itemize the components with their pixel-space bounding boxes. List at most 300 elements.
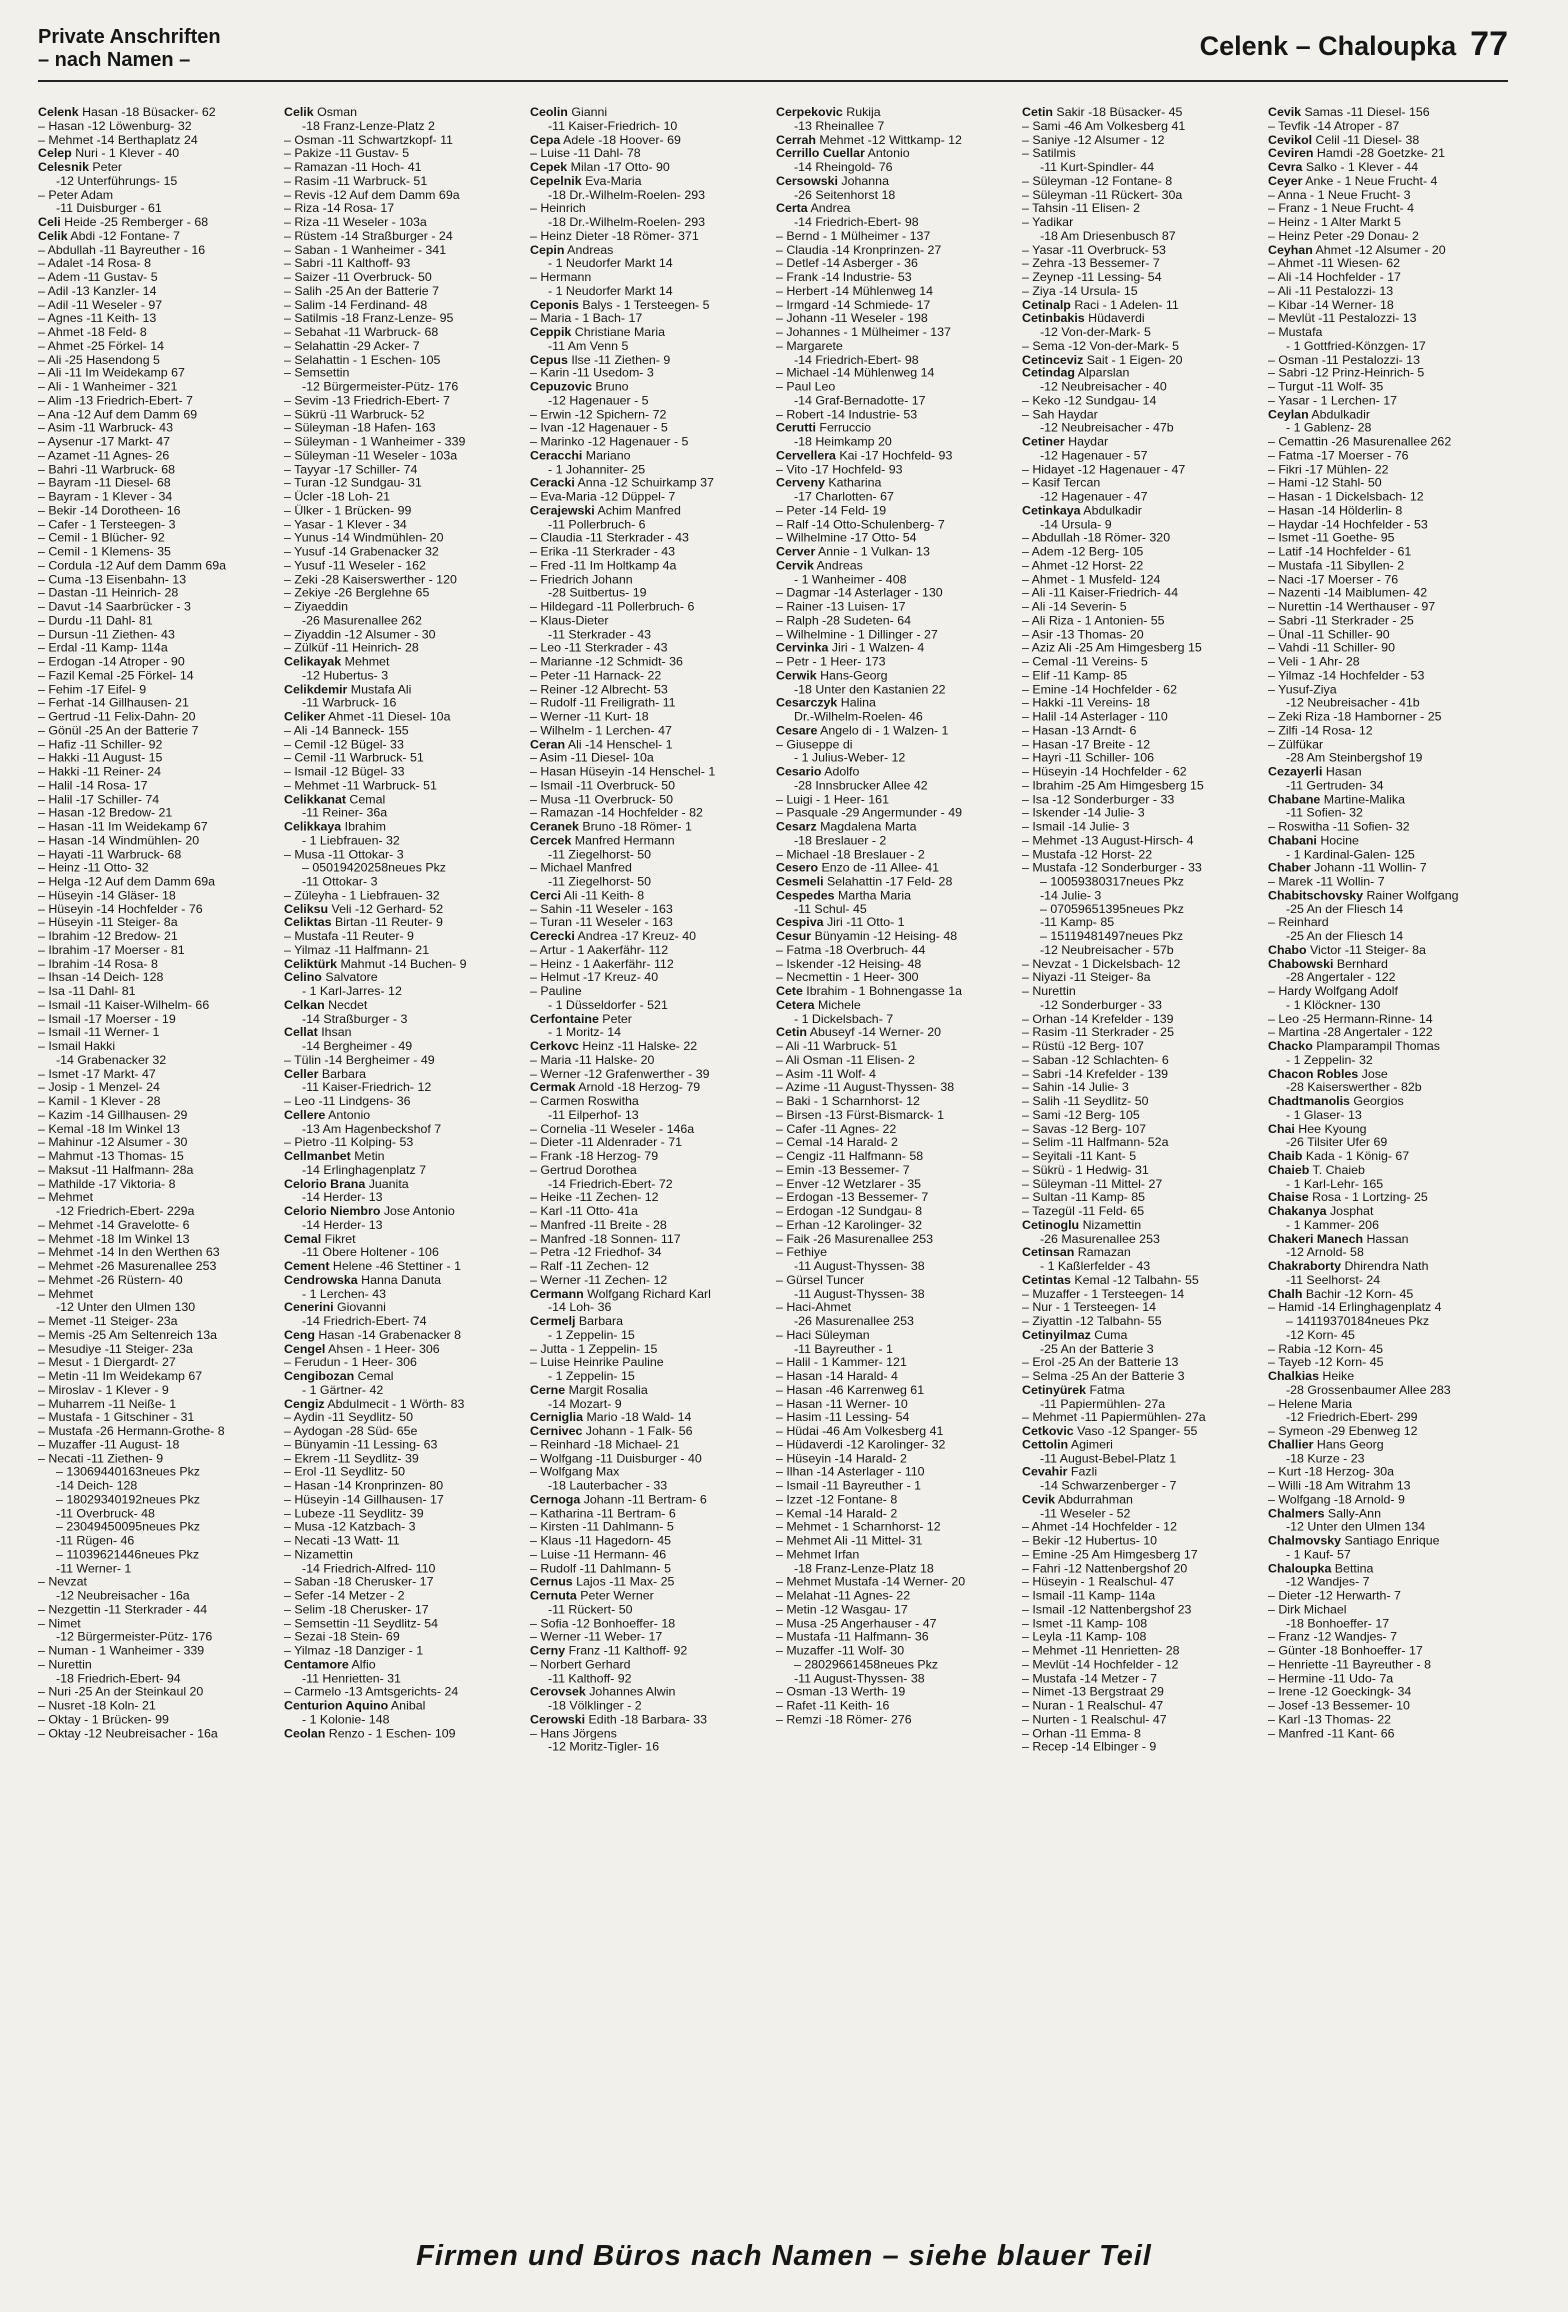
directory-entry (1268, 340, 1508, 354)
directory-entry (284, 862, 524, 876)
entry-details: – Leo -11 Lindgens- 36 (284, 1095, 411, 1109)
entry-details: – Sefer -14 Metzer - 2 (284, 1589, 405, 1603)
directory-entry (530, 1068, 770, 1082)
directory-entry (776, 1576, 1016, 1590)
entry-details: - 1 Liebfrauen- 32 (302, 834, 400, 848)
directory-entry (1022, 1645, 1262, 1659)
directory-entry (776, 820, 1016, 834)
directory-entry (776, 875, 1016, 889)
entry-details: – Hasan -14 Windmühlen- 20 (38, 834, 200, 848)
entry-details: – Werner -11 Weber- 17 (530, 1630, 663, 1644)
entry-details: -11 Ziegelhorst- 50 (548, 875, 652, 889)
entry-details: – Helene Maria (1268, 1397, 1353, 1411)
entry-details: Jose (1358, 1067, 1388, 1081)
directory-entry (776, 1219, 1016, 1233)
directory-entry (776, 1150, 1016, 1164)
directory-entry (1022, 1590, 1262, 1604)
directory-entry (1022, 1136, 1262, 1150)
entry-details: -11 Kamp- 85 (1040, 916, 1115, 930)
entry-details: – Hasan -14 Hölderlin- 8 (1268, 504, 1403, 518)
entry-details: – Ali -25 Hasendong 5 (38, 353, 160, 367)
entry-details: – Zeki -28 Kaiserswerther - 120 (284, 573, 457, 587)
directory-entry (1268, 669, 1508, 683)
entry-surname: Celenk (38, 106, 79, 119)
entry-surname: Cesmeli (776, 875, 824, 889)
entry-details: – Remzi -18 Römer- 276 (776, 1713, 912, 1727)
directory-entry (530, 1081, 770, 1095)
directory-entry (776, 1438, 1016, 1452)
entry-details: – Durdu -11 Dahl- 81 (38, 614, 153, 628)
entry-details: -12 Korn- 45 (1286, 1328, 1355, 1342)
entry-surname: Cerkovc (530, 1040, 579, 1054)
entry-details: – Petra -12 Friedhof- 34 (530, 1246, 662, 1260)
entry-details: – Hasan -11 Werner- 10 (776, 1397, 908, 1411)
entry-surname: Chai (1268, 1122, 1295, 1136)
entry-details: – Saniye -12 Alsumer - 12 (1022, 133, 1165, 147)
entry-details: – Josef -13 Bessemer- 10 (1268, 1699, 1410, 1713)
directory-entry (1268, 1713, 1508, 1727)
directory-entry (284, 1507, 524, 1521)
entry-details: – Yunus -14 Windmühlen- 20 (284, 531, 444, 545)
entry-details: – Mustafa -11 Reuter- 9 (284, 930, 414, 944)
section-title-line1: Private Anschriften (38, 26, 221, 48)
entry-details: – Süleyman -11 Rückert- 30a (1022, 188, 1183, 202)
entry-details: – Bekir -12 Hubertus- 10 (1022, 1534, 1157, 1548)
entry-details: – Tülin -14 Bergheimer - 49 (284, 1053, 435, 1067)
entry-surname: Chaise (1268, 1191, 1309, 1205)
entry-surname: Celiktas (284, 916, 332, 930)
directory-entry (1268, 120, 1508, 134)
directory-entry (284, 985, 524, 999)
entry-details: – Carmen Roswitha (530, 1095, 639, 1109)
entry-details: -18 Völklinger - 2 (548, 1699, 642, 1713)
directory-entry (1022, 1576, 1262, 1590)
directory-entry (284, 752, 524, 766)
directory-entry (284, 1054, 524, 1068)
entry-details: – Sahin -14 Julie- 3 (1022, 1081, 1129, 1095)
entry-surname: Cettolin (1022, 1438, 1069, 1452)
directory-entry (38, 504, 278, 518)
directory-entry (530, 285, 770, 299)
directory-entry (1268, 1315, 1508, 1329)
entry-details: – Wolfgang -11 Duisburger - 40 (530, 1452, 702, 1466)
entry-details: – Cemattin -26 Masurenallee 262 (1268, 435, 1452, 449)
directory-entry (284, 1397, 524, 1411)
entry-details: – Ziya -14 Ursula- 15 (1022, 284, 1138, 298)
entry-details: – Ismail -11 Bayreuther - 1 (776, 1479, 922, 1493)
entry-details: – Mehmet -14 In den Werthen 63 (38, 1246, 220, 1260)
entry-surname: Ceppik (530, 325, 572, 339)
directory-entry (1268, 1493, 1508, 1507)
entry-details: – Wilhelm - 1 Lerchen- 47 (530, 724, 672, 738)
entry-details: – Naci -17 Moerser - 76 (1268, 573, 1399, 587)
entry-details: -14 Friedrich-Ebert- 98 (794, 215, 919, 229)
entry-details: – Bünyamin -11 Lessing- 63 (284, 1438, 438, 1452)
entry-details: Johann -11 Wollin- 7 (1310, 861, 1427, 875)
entry-details: -14 Rheingold- 76 (794, 160, 893, 174)
entry-details: -11 Ziegelhorst- 50 (548, 847, 652, 861)
entry-details: – Mustafa -11 Sibyllen- 2 (1268, 559, 1405, 573)
entry-details: -14 Julie- 3 (1040, 889, 1102, 903)
entry-details: Jiri -11 Otto- 1 (823, 916, 905, 930)
directory-entry (530, 1370, 770, 1384)
entry-details: – Mehmet -26 Masurenallee 253 (38, 1259, 217, 1273)
directory-entry (38, 1507, 278, 1521)
entry-details: – Rüstem -14 Straßburger - 24 (284, 229, 453, 243)
entry-details: – Heike -11 Zechen- 12 (530, 1191, 659, 1205)
directory-entry (38, 285, 278, 299)
entry-details: – Musa -12 Katzbach- 3 (284, 1520, 416, 1534)
entry-surname: Cezayerli (1268, 765, 1323, 779)
entry-details: – Nimet (38, 1617, 81, 1631)
entry-details: – Pauline (530, 985, 582, 999)
entry-details: – Mehmet -11 Warbruck- 51 (284, 779, 437, 793)
directory-entry (38, 1658, 278, 1672)
entry-details: Osman (313, 106, 358, 119)
directory-entry (1268, 381, 1508, 395)
entry-details: – Günter -18 Bonhoeffer- 17 (1268, 1644, 1423, 1658)
entry-surname: Cetiner (1022, 435, 1065, 449)
entry-details: Franz -11 Kalthoff- 92 (565, 1644, 688, 1658)
page-range-title (1199, 25, 1508, 63)
directory-entry (1022, 546, 1262, 560)
directory-entry (1268, 1301, 1508, 1315)
entry-details: Anke - 1 Neue Frucht- 4 (1302, 174, 1438, 188)
entry-details: – Izzet -12 Fontane- 8 (776, 1493, 898, 1507)
directory-entry (38, 1425, 278, 1439)
entry-details: – Kazim -14 Gillhausen- 29 (38, 1108, 188, 1122)
directory-entry (530, 1631, 770, 1645)
directory-entry (38, 1617, 278, 1631)
directory-entry (530, 875, 770, 889)
entry-details: -12 Bürgermeister-Pütz- 176 (56, 1630, 213, 1644)
directory-entry (284, 353, 524, 367)
entry-details: -26 Masurenallee 262 (302, 614, 422, 628)
entry-surname: Cetindag (1022, 367, 1076, 380)
entry-details: Mario -18 Wald- 14 (583, 1411, 692, 1425)
entry-details: – Fatma -17 Moerser - 76 (1268, 449, 1409, 463)
entry-details: Eva-Maria (581, 174, 642, 188)
entry-surname: Cetinyilmaz (1022, 1328, 1091, 1342)
entry-details: – Nurettin (38, 1658, 92, 1672)
entry-details: – Manfred -11 Kant- 66 (1268, 1726, 1395, 1740)
entry-details: Edith -18 Barbara- 33 (585, 1713, 708, 1727)
entry-details: – Agnes -11 Keith- 13 (38, 312, 157, 326)
directory-entry (1022, 710, 1262, 724)
entry-details: – Mehmet -26 Rüstern- 40 (38, 1273, 183, 1287)
directory-entry (284, 133, 524, 147)
directory-entry (284, 889, 524, 903)
entry-surname: Chalh (1268, 1287, 1303, 1301)
entry-details: – Hayri -11 Schiller- 106 (1022, 751, 1154, 765)
directory-entry (284, 161, 524, 175)
entry-surname: Cevra (1268, 160, 1303, 174)
entry-details: Ferruccio (815, 421, 872, 435)
entry-details: – Isa -11 Dahl- 81 (38, 985, 136, 999)
directory-entry (284, 1205, 524, 1219)
directory-entry (38, 532, 278, 546)
entry-details: Selahattin -17 Feld- 28 (823, 875, 953, 889)
directory-entry (776, 1521, 1016, 1535)
directory-entry (38, 422, 278, 436)
entry-surname: Cellmanbet (284, 1150, 351, 1164)
directory-entry (776, 312, 1016, 326)
entry-details: – Riza -14 Rosa- 17 (284, 202, 395, 216)
entry-details: Hasan -18 Büsacker- 62 (78, 106, 216, 119)
directory-entry (1022, 642, 1262, 656)
directory-entry (38, 1136, 278, 1150)
directory-entry (530, 1164, 770, 1178)
directory-entry (530, 1658, 770, 1672)
entry-details: – Ali -14 Banneck- 155 (284, 724, 409, 738)
directory-entry (284, 1081, 524, 1095)
directory-entry (1268, 971, 1508, 985)
entry-details: – Abdullah -11 Bayreuther - 16 (38, 243, 206, 257)
directory-entry (284, 1658, 524, 1672)
entry-details: – Hasan -46 Karrenweg 61 (776, 1383, 925, 1397)
directory-entry (1022, 628, 1262, 642)
directory-entry (1022, 408, 1262, 422)
entry-details: – Leo -25 Hermann-Rinne- 14 (1268, 1012, 1433, 1026)
entry-surname: Ceolan (284, 1726, 326, 1740)
directory-entry (284, 1617, 524, 1631)
directory-entry (1022, 326, 1262, 340)
entry-details: – Fred -11 Im Holtkamp 4a (530, 559, 677, 573)
entry-details: Bruno -18 Römer- 1 (578, 820, 692, 834)
entry-surname: Cernoga (530, 1493, 581, 1507)
entry-details: Christiane Maria (571, 325, 665, 339)
entry-details: -11 Pollerbruch- 6 (548, 518, 646, 532)
entry-details: – Mustafa - 1 Gitschiner - 31 (38, 1411, 195, 1425)
entry-details: – Ismail Hakki (38, 1040, 116, 1054)
directory-entry (1268, 862, 1508, 876)
directory-entry (1268, 175, 1508, 189)
entry-surname: Cellat (284, 1026, 318, 1040)
directory-entry (1268, 1040, 1508, 1054)
entry-details: – Dieter -12 Herwarth- 7 (1268, 1589, 1401, 1603)
directory-entry (776, 903, 1016, 917)
directory-entry (776, 1274, 1016, 1288)
entry-details: – Heinz Peter -29 Donau- 2 (1268, 229, 1419, 243)
entry-details: Hocine (1316, 834, 1359, 848)
directory-entry (284, 1177, 524, 1191)
entry-details: – Ziyaeddin (284, 600, 349, 614)
directory-entry (1022, 1438, 1262, 1452)
entry-details: Anna -12 Schuirkamp 37 (574, 476, 714, 490)
entry-details: – Ismet -11 Kamp- 108 (1022, 1617, 1148, 1631)
directory-entry (284, 1686, 524, 1700)
directory-entry (1268, 655, 1508, 669)
entry-details: Margit Rosalia (565, 1383, 648, 1397)
directory-entry (38, 1384, 278, 1398)
entry-details: Andreas (813, 559, 863, 573)
entry-details: – Petr - 1 Heer- 173 (776, 655, 886, 669)
directory-entry (776, 161, 1016, 175)
entry-details: – Cornelia -11 Weseler - 146a (530, 1122, 695, 1136)
directory-entry (530, 1356, 770, 1370)
directory-entry (1022, 1260, 1262, 1274)
entry-details: – Ralf -14 Otto-Schulenberg- 7 (776, 518, 945, 532)
entry-details: – Dieter -11 Aldenrader - 71 (530, 1136, 682, 1150)
entry-surname: Cerniglia (530, 1411, 584, 1425)
directory-entry (1268, 1013, 1508, 1027)
entry-details: -11 Sterkrader - 43 (548, 628, 652, 641)
directory-entry (1268, 779, 1508, 793)
directory-entry (530, 1713, 770, 1727)
directory-entry (284, 875, 524, 889)
entry-details: Vaso -12 Spanger- 55 (1073, 1424, 1198, 1438)
directory-entry (1022, 1040, 1262, 1054)
directory-entry (1268, 1411, 1508, 1425)
entry-details: – Kemal -14 Harald- 2 (776, 1507, 898, 1521)
directory-entry (1268, 1081, 1508, 1095)
entry-details: – Veli - 1 Ahr- 28 (1268, 655, 1360, 669)
directory-entry (1022, 518, 1262, 532)
directory-entry (1022, 120, 1262, 134)
directory-entry (776, 848, 1016, 862)
directory-entry (38, 1260, 278, 1274)
entry-details: Achim Manfred (594, 504, 681, 518)
directory-entry (530, 642, 770, 656)
entry-details: – Maria - 1 Bach- 17 (530, 312, 643, 326)
entry-details: – 10059380317neues Pkz (1040, 875, 1184, 889)
entry-details: – Hardy Wolfgang Adolf (1268, 985, 1398, 999)
entry-details: – Marianne -12 Schmidt- 36 (530, 655, 683, 669)
entry-details: – Hüseyin -14 Gillhausen- 17 (284, 1493, 444, 1507)
entry-details: – Erdogan -12 Sundgau- 8 (776, 1204, 923, 1218)
entry-details: – Fikri -17 Mühlen- 22 (1268, 463, 1389, 477)
entry-details: – Vito -17 Hochfeld- 93 (776, 463, 903, 477)
directory-entry (38, 147, 278, 161)
entry-details: -11 Kaiser-Friedrich- 12 (302, 1081, 432, 1095)
entry-details: – Necati -13 Watt- 11 (284, 1534, 400, 1548)
directory-entry (38, 120, 278, 134)
entry-details: Ahmet -12 Alsumer - 20 (1312, 243, 1446, 257)
directory-entry (1268, 504, 1508, 518)
directory-entry (1022, 587, 1262, 601)
entry-surname: Cervik (776, 559, 814, 573)
entry-details: Heinz -11 Halske- 22 (578, 1040, 698, 1054)
entry-details: -11 Ottokar- 3 (302, 875, 378, 889)
directory-entry (1268, 394, 1508, 408)
directory-entry (1268, 1123, 1508, 1137)
entry-details: Bernhard (1333, 957, 1388, 971)
entry-details: – Mustafa -26 Hermann-Grothe- 8 (38, 1424, 225, 1438)
entry-details: - 1 Zeppelin- 32 (1286, 1053, 1373, 1067)
directory-entry (1022, 1109, 1262, 1123)
entry-details: – Ismail -11 Kamp- 114a (1022, 1589, 1156, 1603)
directory-entry (776, 642, 1016, 656)
entry-details: Renzo - 1 Eschen- 109 (325, 1726, 456, 1740)
entry-details: – Erhan -12 Karolinger- 32 (776, 1218, 923, 1232)
entry-details: – Ramazan -11 Hoch- 41 (284, 160, 422, 174)
directory-entry (776, 188, 1016, 202)
entry-details: Ali -14 Henschel- 1 (565, 737, 673, 751)
directory-entry (1022, 1466, 1262, 1480)
directory-entry (1022, 1370, 1262, 1384)
directory-entry (1022, 106, 1262, 120)
entry-details: – Adem -12 Berg- 105 (1022, 545, 1144, 559)
entry-details: – Halil -14 Asterlager - 110 (1022, 710, 1168, 724)
entry-details: – Sükrü - 1 Hedwig- 31 (1022, 1163, 1149, 1177)
entry-details: – Haydar -14 Hochfelder - 53 (1268, 518, 1428, 532)
directory-entry (284, 559, 524, 573)
entry-details: – Sabri -11 Kalthoff- 93 (284, 257, 411, 271)
directory-entry (284, 1026, 524, 1040)
entry-details: -14 Grabenacker 32 (56, 1053, 167, 1067)
directory-entry (1268, 491, 1508, 505)
directory-entry (1268, 889, 1508, 903)
directory-entry (38, 793, 278, 807)
entry-surname: Cerny (530, 1644, 566, 1658)
entry-surname: Cerajewski (530, 504, 595, 518)
directory-entry (1022, 216, 1262, 230)
directory-entry (284, 793, 524, 807)
directory-entry (1022, 477, 1262, 491)
directory-entry (1268, 1535, 1508, 1549)
entry-surname: Cevahir (1022, 1465, 1068, 1479)
directory-entry (1268, 1438, 1508, 1452)
directory-entry (1268, 916, 1508, 930)
entry-details: Victor -11 Steiger- 8a (1306, 943, 1426, 957)
directory-entry (1022, 1452, 1262, 1466)
directory-entry (284, 587, 524, 601)
entry-details: – Hakki -11 Vereins- 18 (1022, 696, 1150, 710)
directory-entry (284, 1150, 524, 1164)
entry-details: -11 August-Thyssen- 38 (794, 1287, 925, 1301)
entry-surname: Cervinka (776, 641, 829, 655)
entry-details: -18 Dr.-Wilhelm-Roelen- 293 (548, 188, 705, 202)
entry-surname: Celikayak (284, 655, 342, 669)
entry-details: – Hasim -11 Lessing- 54 (776, 1411, 910, 1425)
directory-entry (530, 889, 770, 903)
entry-details: – Cordula -12 Auf dem Damm 69a (38, 559, 227, 573)
directory-entry (1268, 463, 1508, 477)
entry-surname: Cespiva (776, 916, 824, 930)
entry-surname: Chadtmanolis (1268, 1095, 1350, 1109)
directory-entry (284, 188, 524, 202)
entry-details: -11 August-Thyssen- 38 (794, 1259, 925, 1273)
entry-details: -11 Rückert- 50 (548, 1603, 633, 1617)
entry-details: -11 August-Bebel-Platz 1 (1040, 1452, 1177, 1466)
entry-surname: Cernus (530, 1575, 573, 1589)
directory-entry (38, 573, 278, 587)
directory-entry (776, 1329, 1016, 1343)
entry-details: -11 Overbruck- 48 (56, 1507, 155, 1521)
entry-details: -14 Loh- 36 (548, 1301, 612, 1315)
directory-entry (284, 147, 524, 161)
directory-entry (776, 765, 1016, 779)
directory-entry (1268, 642, 1508, 656)
directory-entry (530, 683, 770, 697)
entry-details: - 1 Wanheimer - 408 (794, 573, 907, 587)
directory-entry (1268, 1507, 1508, 1521)
entry-surname: Cerne (530, 1383, 566, 1397)
directory-entry (530, 903, 770, 917)
entry-surname: Cerwik (776, 669, 817, 683)
entry-details: – Hüseyin -14 Gläser- 18 (38, 889, 176, 903)
directory-entry (38, 1356, 278, 1370)
directory-entry (530, 985, 770, 999)
entry-details: -14 Friedrich-Ebert- 74 (302, 1314, 427, 1328)
directory-entry (1268, 614, 1508, 628)
directory-entry (530, 188, 770, 202)
directory-entry (1022, 875, 1262, 889)
entry-surname: Ceviren (1268, 147, 1314, 161)
entry-details: – Saizer -11 Overbruck- 50 (284, 270, 432, 284)
directory-entry (284, 1603, 524, 1617)
entry-surname: Cermak (530, 1081, 576, 1095)
